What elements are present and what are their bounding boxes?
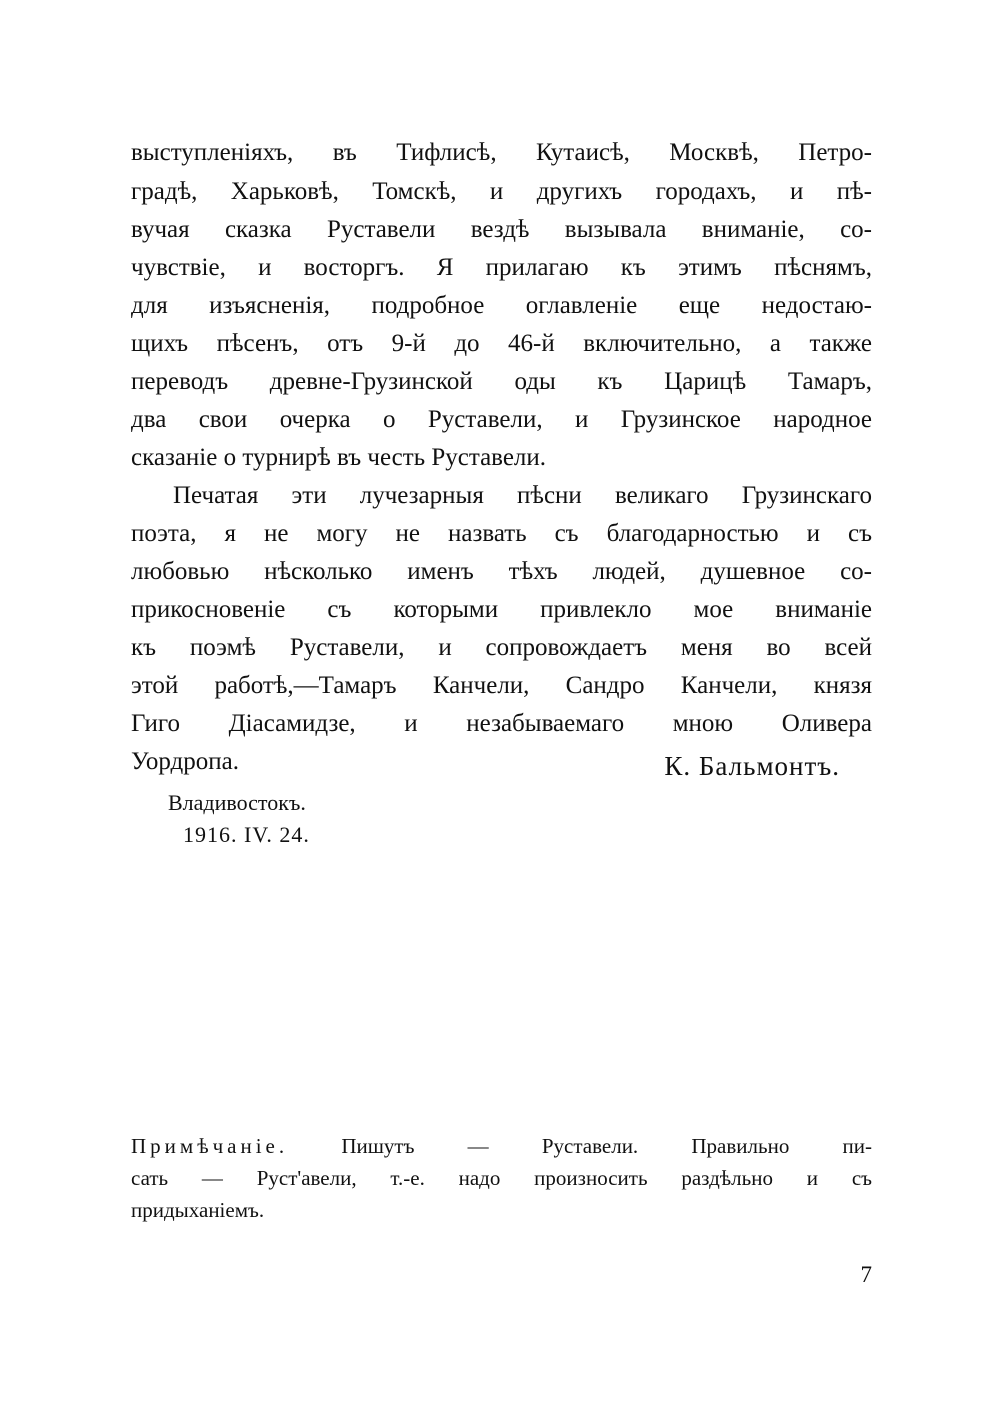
author-signature: К. Бальмонтъ. xyxy=(664,751,840,781)
body-line-11: поэта, я не могу не назвать съ благодарностью и съ xyxy=(131,520,872,547)
footnote-label: Примѣчаніе. xyxy=(131,1134,289,1158)
body-line-17: Уордропа. xyxy=(131,748,239,775)
body-line-6: щихъ пѣсенъ, отъ 9-й до 46-й включительно, а также xyxy=(131,330,872,357)
body-line-8: два свои очерка о Руставели, и Грузинское народное xyxy=(131,406,872,433)
body-line-14: къ поэмѣ Руставели, и сопровождаетъ меня во всей xyxy=(131,634,872,661)
page-number: 7 xyxy=(860,1262,872,1287)
body-line-16: Гиго Діасамидзе, и незабываемаго мною Оливера xyxy=(131,710,872,737)
footnote-line-1-text: Пишутъ — Руставели. Правильно пи- xyxy=(288,1134,872,1158)
body-line-12: любовью нѣсколько именъ тѣхъ людей, душевное со- xyxy=(131,558,872,585)
date-of-writing: 1916. IV. 24. xyxy=(183,822,310,847)
body-line-2: градѣ, Харьковѣ, Томскѣ, и другихъ городахъ, и пѣ- xyxy=(131,178,872,205)
body-line-7: переводъ древне-Грузинской оды къ Царицѣ Тамаръ, xyxy=(131,368,872,395)
body-line-10: Печатая эти лучезарныя пѣсни великаго Грузинскаго xyxy=(173,482,872,509)
footnote-line-1 xyxy=(131,1130,872,1162)
footnote-line-3: придыханіемъ. xyxy=(131,1198,265,1222)
body-line-9: сказаніе о турнирѣ въ честь Руставели. xyxy=(131,444,547,471)
body-line-4: чувствіе, и восторгъ. Я прилагаю къ этимъ пѣснямъ, xyxy=(131,254,872,281)
body-line-5: для изъясненія, подробное оглавленіе еще недостаю- xyxy=(131,292,872,319)
footnote-line-2: сать — Руст'авели, т.-е. надо произносить раздѣльно и съ xyxy=(131,1166,872,1190)
body-line-15: этой работѣ,—Тамаръ Канчели, Сандро Канчели, князя xyxy=(131,672,872,699)
body-line-1: выступленіяхъ, въ Тифлисѣ, Кутаисѣ, Москвѣ, Петро- xyxy=(131,139,872,166)
body-line-3: вучая сказка Руставели вездѣ вызывала вниманіе, со- xyxy=(131,216,872,243)
place-of-writing: Владивостокъ. xyxy=(168,790,306,815)
body-line-13: прикосновеніе съ которыми привлекло мое вниманіе xyxy=(131,596,872,623)
